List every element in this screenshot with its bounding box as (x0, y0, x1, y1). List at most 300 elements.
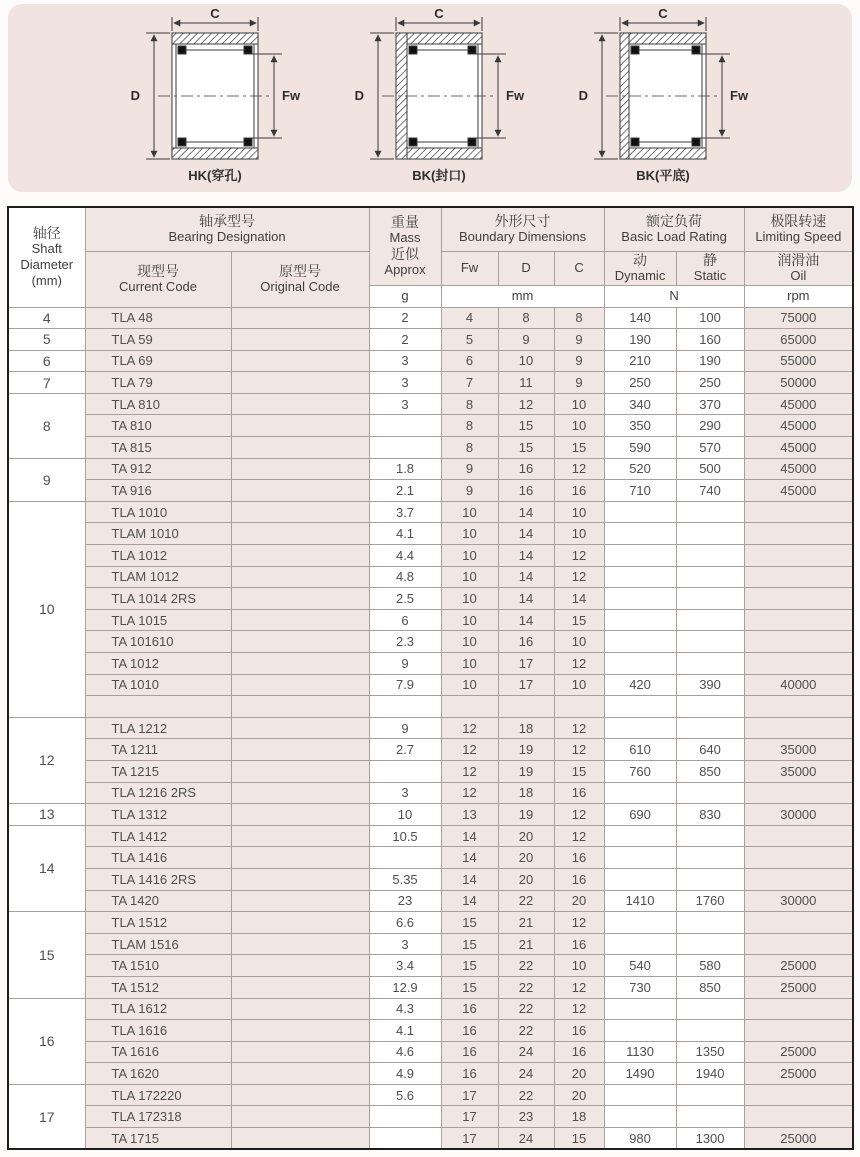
mass-cell: 4.1 (369, 1020, 441, 1042)
c-cell: 16 (554, 933, 604, 955)
unit-load: N (604, 285, 744, 307)
shaft-diameter-cell: 8 (8, 393, 85, 458)
original-code-cell (231, 588, 369, 610)
fw-cell: 14 (441, 847, 498, 869)
table-row (8, 933, 853, 955)
unit-mass: g (369, 285, 441, 307)
original-code-cell (231, 890, 369, 912)
current-code-cell: TA 1010 (85, 674, 231, 696)
fw-cell: 12 (441, 739, 498, 761)
c-cell: 12 (554, 912, 604, 934)
static-load-cell: 1940 (676, 1063, 744, 1085)
table-row (8, 415, 853, 437)
fw-cell: 9 (441, 458, 498, 480)
fw-cell: 5 (441, 329, 498, 351)
current-code-cell: TA 1620 (85, 1063, 231, 1085)
header-dynamic: 动 Dynamic (604, 251, 676, 285)
unit-speed: rpm (744, 285, 853, 307)
oil-speed-cell: 25000 (744, 1128, 853, 1150)
static-load-cell (676, 1106, 744, 1128)
c-cell: 15 (554, 609, 604, 631)
fw-cell: 15 (441, 933, 498, 955)
c-cell: 14 (554, 588, 604, 610)
table-row (8, 847, 853, 869)
table-row (8, 372, 853, 394)
static-load-cell (676, 631, 744, 653)
table-row (8, 631, 853, 653)
oil-speed-cell: 25000 (744, 955, 853, 977)
fw-cell: 9 (441, 480, 498, 502)
dim-label-c: C (434, 7, 444, 21)
original-code-cell (231, 760, 369, 782)
oil-speed-cell: 30000 (744, 804, 853, 826)
d-cell: 22 (498, 890, 554, 912)
original-code-cell (231, 523, 369, 545)
bearing-spec-table (7, 206, 854, 1150)
fw-cell: 13 (441, 804, 498, 826)
static-load-cell (676, 545, 744, 567)
c-cell: 20 (554, 890, 604, 912)
dynamic-load-cell: 420 (604, 674, 676, 696)
static-load-cell (676, 609, 744, 631)
mass-cell (369, 1128, 441, 1150)
c-cell: 12 (554, 804, 604, 826)
current-code-cell: TLA 79 (85, 372, 231, 394)
c-cell: 16 (554, 480, 604, 502)
mass-cell: 4.3 (369, 998, 441, 1020)
static-load-cell (676, 1020, 744, 1042)
dynamic-load-cell (604, 523, 676, 545)
mass-cell: 5.6 (369, 1084, 441, 1106)
d-cell: 16 (498, 480, 554, 502)
table-body (8, 307, 853, 1149)
fw-cell: 10 (441, 631, 498, 653)
d-cell: 23 (498, 1106, 554, 1128)
mass-cell: 4.9 (369, 1063, 441, 1085)
dynamic-load-cell: 350 (604, 415, 676, 437)
oil-speed-cell (744, 588, 853, 610)
oil-speed-cell (744, 609, 853, 631)
oil-speed-cell: 50000 (744, 372, 853, 394)
static-load-cell (676, 588, 744, 610)
mass-cell: 3 (369, 782, 441, 804)
oil-speed-cell (744, 782, 853, 804)
table-row (8, 480, 853, 502)
static-load-cell (676, 717, 744, 739)
oil-speed-cell: 45000 (744, 393, 853, 415)
table-row (8, 739, 853, 761)
mass-cell: 3 (369, 372, 441, 394)
d-cell: 11 (498, 372, 554, 394)
oil-speed-cell: 45000 (744, 458, 853, 480)
c-cell: 15 (554, 1128, 604, 1150)
current-code-cell: TLA 172220 (85, 1084, 231, 1106)
dynamic-load-cell (604, 653, 676, 675)
fw-cell: 8 (441, 437, 498, 459)
d-cell: 14 (498, 566, 554, 588)
shaft-diameter-cell: 4 (8, 307, 85, 329)
table-row (8, 998, 853, 1020)
current-code-cell: TLA 1416 (85, 847, 231, 869)
original-code-cell (231, 415, 369, 437)
dynamic-load-cell (604, 696, 676, 718)
original-code-cell (231, 847, 369, 869)
original-code-cell (231, 912, 369, 934)
mass-cell: 1.8 (369, 458, 441, 480)
d-cell: 22 (498, 1020, 554, 1042)
d-cell: 14 (498, 501, 554, 523)
mass-cell: 2 (369, 307, 441, 329)
dim-label-c: C (210, 7, 220, 21)
mass-cell: 23 (369, 890, 441, 912)
dynamic-load-cell: 1130 (604, 1041, 676, 1063)
d-cell: 10 (498, 350, 554, 372)
current-code-cell: TLA 1616 (85, 1020, 231, 1042)
c-cell: 16 (554, 1041, 604, 1063)
header-boundary-dimensions: 外形尺寸 Boundary Dimensions (441, 207, 604, 251)
table-row (8, 609, 853, 631)
dynamic-load-cell (604, 566, 676, 588)
dynamic-load-cell (604, 501, 676, 523)
table-row (8, 1128, 853, 1150)
static-load-cell (676, 782, 744, 804)
static-load-cell: 740 (676, 480, 744, 502)
oil-speed-cell: 55000 (744, 350, 853, 372)
d-cell: 12 (498, 393, 554, 415)
current-code-cell: TLA 172318 (85, 1106, 231, 1128)
dynamic-load-cell: 1490 (604, 1063, 676, 1085)
oil-speed-cell: 45000 (744, 437, 853, 459)
fw-cell: 12 (441, 717, 498, 739)
c-cell: 10 (554, 631, 604, 653)
mass-cell: 4.1 (369, 523, 441, 545)
dynamic-load-cell: 540 (604, 955, 676, 977)
fw-cell: 12 (441, 782, 498, 804)
fw-cell (441, 696, 498, 718)
bearing-diagrams-panel (8, 4, 852, 192)
static-load-cell: 390 (676, 674, 744, 696)
mass-cell: 7.9 (369, 674, 441, 696)
dynamic-load-cell (604, 847, 676, 869)
dynamic-load-cell (604, 588, 676, 610)
fw-cell: 14 (441, 890, 498, 912)
dynamic-load-cell (604, 933, 676, 955)
current-code-cell: TLAM 1516 (85, 933, 231, 955)
d-cell: 22 (498, 955, 554, 977)
mass-cell: 2.1 (369, 480, 441, 502)
c-cell: 20 (554, 1063, 604, 1085)
original-code-cell (231, 1020, 369, 1042)
original-code-cell (231, 933, 369, 955)
c-cell: 10 (554, 415, 604, 437)
dynamic-load-cell (604, 717, 676, 739)
c-cell: 20 (554, 1084, 604, 1106)
static-load-cell: 370 (676, 393, 744, 415)
dim-label-fw: Fw (282, 88, 301, 103)
d-cell: 15 (498, 437, 554, 459)
fw-cell: 12 (441, 760, 498, 782)
c-cell: 9 (554, 372, 604, 394)
c-cell: 12 (554, 653, 604, 675)
diagram-caption-bk-sealed: BK(封口) (412, 168, 466, 183)
dynamic-load-cell: 250 (604, 372, 676, 394)
c-cell: 12 (554, 976, 604, 998)
original-code-cell (231, 1128, 369, 1150)
oil-speed-cell: 30000 (744, 890, 853, 912)
static-load-cell (676, 847, 744, 869)
oil-speed-cell (744, 523, 853, 545)
dynamic-load-cell: 610 (604, 739, 676, 761)
current-code-cell: TLA 1010 (85, 501, 231, 523)
current-code-cell: TA 1012 (85, 653, 231, 675)
c-cell: 12 (554, 566, 604, 588)
d-cell: 16 (498, 458, 554, 480)
dynamic-load-cell (604, 1020, 676, 1042)
c-cell: 10 (554, 523, 604, 545)
current-code-cell: TLA 1216 2RS (85, 782, 231, 804)
original-code-cell (231, 696, 369, 718)
bearing-diagram-hk (110, 7, 320, 189)
static-load-cell: 640 (676, 739, 744, 761)
original-code-cell (231, 393, 369, 415)
d-cell: 14 (498, 545, 554, 567)
table-row (8, 976, 853, 998)
header-c: C (554, 251, 604, 285)
original-code-cell (231, 804, 369, 826)
current-code-cell: TA 810 (85, 415, 231, 437)
table-row (8, 760, 853, 782)
table-row (8, 890, 853, 912)
d-cell: 9 (498, 329, 554, 351)
static-load-cell (676, 825, 744, 847)
oil-speed-cell: 45000 (744, 415, 853, 437)
fw-cell: 10 (441, 501, 498, 523)
shaft-diameter-cell: 9 (8, 458, 85, 501)
current-code-cell: TA 101610 (85, 631, 231, 653)
shaft-diameter-cell: 5 (8, 329, 85, 351)
fw-cell: 10 (441, 588, 498, 610)
dynamic-load-cell: 730 (604, 976, 676, 998)
static-load-cell: 850 (676, 760, 744, 782)
fw-cell: 14 (441, 825, 498, 847)
original-code-cell (231, 609, 369, 631)
dynamic-load-cell: 210 (604, 350, 676, 372)
bearing-diagram-bk-flat (558, 7, 768, 189)
dynamic-load-cell: 520 (604, 458, 676, 480)
bearing-diagram-bk-sealed (334, 7, 544, 189)
header-fw: Fw (441, 251, 498, 285)
table-row (8, 1041, 853, 1063)
d-cell: 19 (498, 804, 554, 826)
table-row (8, 588, 853, 610)
fw-cell: 16 (441, 1020, 498, 1042)
header-oil: 润滑油 Oil (744, 251, 853, 285)
dynamic-load-cell (604, 609, 676, 631)
d-cell: 24 (498, 1128, 554, 1150)
dim-label-fw: Fw (730, 88, 749, 103)
mass-cell: 5.35 (369, 868, 441, 890)
table-row (8, 437, 853, 459)
mass-cell (369, 847, 441, 869)
oil-speed-cell (744, 933, 853, 955)
mass-cell: 9 (369, 717, 441, 739)
static-load-cell (676, 1084, 744, 1106)
fw-cell: 7 (441, 372, 498, 394)
d-cell: 16 (498, 631, 554, 653)
table-row (8, 1106, 853, 1128)
original-code-cell (231, 1084, 369, 1106)
original-code-cell (231, 1041, 369, 1063)
mass-cell: 2.7 (369, 739, 441, 761)
mass-cell: 9 (369, 653, 441, 675)
mass-cell: 3 (369, 933, 441, 955)
static-load-cell (676, 868, 744, 890)
static-load-cell (676, 566, 744, 588)
c-cell: 16 (554, 847, 604, 869)
original-code-cell (231, 350, 369, 372)
shaft-diameter-cell: 12 (8, 717, 85, 803)
mass-cell: 3.4 (369, 955, 441, 977)
header-limiting-speed: 极限转速 Limiting Speed (744, 207, 853, 251)
original-code-cell (231, 998, 369, 1020)
fw-cell: 10 (441, 653, 498, 675)
dynamic-load-cell: 1410 (604, 890, 676, 912)
fw-cell: 15 (441, 912, 498, 934)
table-row (8, 912, 853, 934)
static-load-cell (676, 998, 744, 1020)
mass-cell: 10 (369, 804, 441, 826)
shaft-diameter-cell: 6 (8, 350, 85, 372)
oil-speed-cell (744, 717, 853, 739)
header-original-code: 原型号 Original Code (231, 251, 369, 307)
current-code-cell: TA 1616 (85, 1041, 231, 1063)
static-load-cell: 1760 (676, 890, 744, 912)
original-code-cell (231, 307, 369, 329)
d-cell: 21 (498, 933, 554, 955)
d-cell: 14 (498, 588, 554, 610)
oil-speed-cell (744, 1106, 853, 1128)
current-code-cell: TLA 1312 (85, 804, 231, 826)
d-cell: 21 (498, 912, 554, 934)
c-cell: 16 (554, 868, 604, 890)
c-cell: 10 (554, 955, 604, 977)
oil-speed-cell (744, 696, 853, 718)
mass-cell (369, 415, 441, 437)
shaft-diameter-cell: 15 (8, 912, 85, 998)
shaft-diameter-cell: 13 (8, 804, 85, 826)
table-row (8, 523, 853, 545)
current-code-cell: TLA 69 (85, 350, 231, 372)
static-load-cell: 850 (676, 976, 744, 998)
shaft-diameter-cell: 17 (8, 1084, 85, 1149)
oil-speed-cell (744, 653, 853, 675)
d-cell: 24 (498, 1063, 554, 1085)
static-load-cell: 830 (676, 804, 744, 826)
dim-label-c: C (658, 7, 668, 21)
original-code-cell (231, 653, 369, 675)
mass-cell (369, 696, 441, 718)
dynamic-load-cell (604, 1106, 676, 1128)
mass-cell: 3 (369, 393, 441, 415)
unit-dimensions: mm (441, 285, 604, 307)
mass-cell: 2.3 (369, 631, 441, 653)
table-row (8, 545, 853, 567)
mass-cell (369, 437, 441, 459)
table-row (8, 501, 853, 523)
dynamic-load-cell (604, 545, 676, 567)
oil-speed-cell (744, 912, 853, 934)
dim-label-fw: Fw (506, 88, 525, 103)
fw-cell: 10 (441, 566, 498, 588)
current-code-cell: TLA 59 (85, 329, 231, 351)
oil-speed-cell (744, 1084, 853, 1106)
current-code-cell (85, 696, 231, 718)
dynamic-load-cell (604, 1084, 676, 1106)
fw-cell: 17 (441, 1084, 498, 1106)
static-load-cell: 580 (676, 955, 744, 977)
original-code-cell (231, 566, 369, 588)
fw-cell: 15 (441, 976, 498, 998)
d-cell: 18 (498, 782, 554, 804)
table-row (8, 1084, 853, 1106)
mass-cell (369, 1106, 441, 1128)
table-row (8, 717, 853, 739)
static-load-cell: 100 (676, 307, 744, 329)
table-row (8, 307, 853, 329)
fw-cell: 17 (441, 1106, 498, 1128)
oil-speed-cell (744, 1020, 853, 1042)
d-cell: 14 (498, 609, 554, 631)
shaft-diameter-cell: 7 (8, 372, 85, 394)
d-cell: 22 (498, 976, 554, 998)
original-code-cell (231, 976, 369, 998)
fw-cell: 16 (441, 998, 498, 1020)
static-load-cell (676, 696, 744, 718)
mass-cell: 2 (369, 329, 441, 351)
dim-label-d: D (354, 88, 364, 103)
mass-cell: 4.6 (369, 1041, 441, 1063)
header-mass: 重量 Mass 近似 Approx (369, 207, 441, 285)
original-code-cell (231, 1106, 369, 1128)
c-cell: 12 (554, 458, 604, 480)
current-code-cell: TA 1715 (85, 1128, 231, 1150)
oil-speed-cell (744, 566, 853, 588)
table-row (8, 566, 853, 588)
c-cell: 12 (554, 998, 604, 1020)
c-cell: 15 (554, 437, 604, 459)
fw-cell: 8 (441, 415, 498, 437)
dynamic-load-cell (604, 998, 676, 1020)
current-code-cell: TA 916 (85, 480, 231, 502)
table-row (8, 825, 853, 847)
c-cell: 9 (554, 350, 604, 372)
static-load-cell (676, 912, 744, 934)
fw-cell: 10 (441, 674, 498, 696)
header-basic-load-rating: 额定负荷 Basic Load Rating (604, 207, 744, 251)
static-load-cell: 160 (676, 329, 744, 351)
oil-speed-cell: 25000 (744, 976, 853, 998)
d-cell: 20 (498, 868, 554, 890)
original-code-cell (231, 437, 369, 459)
original-code-cell (231, 480, 369, 502)
oil-speed-cell (744, 847, 853, 869)
d-cell: 24 (498, 1041, 554, 1063)
c-cell: 8 (554, 307, 604, 329)
c-cell: 10 (554, 501, 604, 523)
fw-cell: 8 (441, 393, 498, 415)
d-cell: 8 (498, 307, 554, 329)
mass-cell: 12.9 (369, 976, 441, 998)
